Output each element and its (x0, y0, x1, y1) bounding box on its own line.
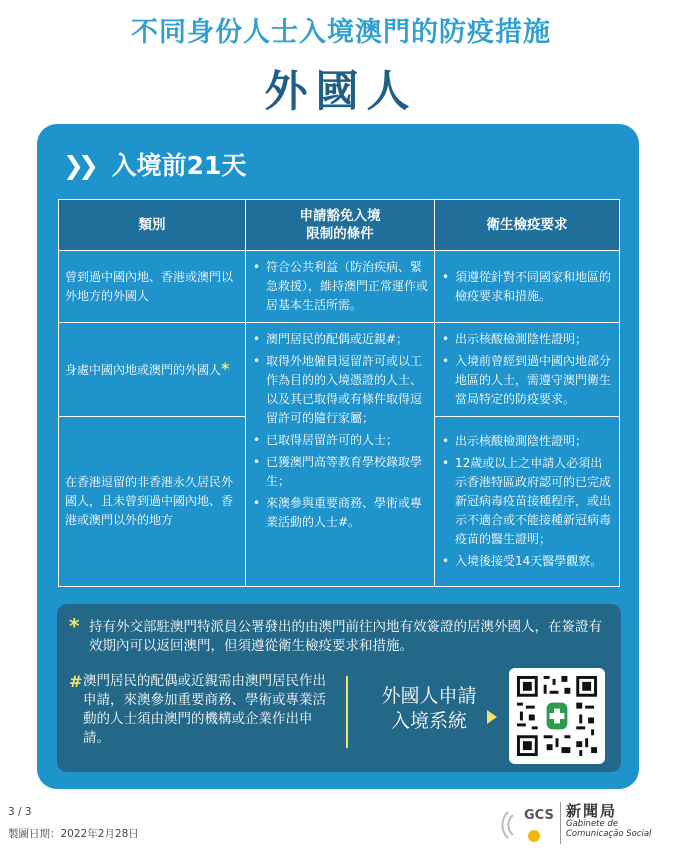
table-row (59, 323, 620, 417)
section-heading-text: 入境前21天 (111, 151, 247, 180)
issue-date: 製圖日期：2022年2月28日 (8, 828, 139, 840)
list-item: • 取得外地僱員逗留許可或以工作為目的的入境憑證的人士、以及其已取得或有條件取得逗留許可的隨行家屬； (252, 352, 428, 428)
note-asterisk-text: 持有外交部駐澳門特派員公署發出的由澳門前往內地有效簽證的居澳外國人，在簽證有效期內可以返回澳門，但須遵從衛生檢疫要求和措施。 (89, 619, 602, 654)
list-item: • 須遵從針對不同國家和地區的檢疫要求和措施。 (441, 268, 613, 306)
logo-name-cn: 新聞局 (566, 802, 618, 820)
table-row (59, 251, 620, 323)
note-asterisk (69, 614, 609, 656)
divider (346, 676, 348, 748)
note-hash (69, 672, 329, 748)
page-subtitle: 外國人 (264, 67, 418, 117)
note-hash-text: 澳門居民的配偶或近親需由澳門居民作出申請，來澳參加重要商務、學術或專業活動的人士須由澳門的機構或企業作出申請。 (83, 673, 326, 746)
header-conditions: 申請豁免入境 限制的條件 (246, 200, 435, 251)
entry-system-label[interactable] (369, 684, 489, 734)
logo-name-pt-line2: Comunicação Social (566, 828, 652, 839)
header-requirements: 衛生檢疫要求 (435, 200, 620, 251)
asterisk-mark: * (221, 359, 230, 378)
table-header-row (59, 200, 620, 251)
list-item: • 澳門居民的配偶或近親#； (252, 330, 428, 349)
list-item: • 符合公共利益（防治疾病、緊急救援），維持澳門正常運作或居基本生活所需。 (252, 258, 428, 315)
row1-category: 曾到過中國內地、香港或澳門以外地方的外國人 (59, 251, 246, 323)
entry-system-line2: 入境系統 (390, 710, 467, 732)
row3-requirements (435, 417, 620, 587)
hash-mark: # (69, 672, 83, 691)
row1-conditions (246, 251, 435, 323)
notes-panel (57, 604, 621, 772)
play-arrow-icon (487, 710, 497, 724)
row2-conditions (246, 323, 435, 587)
list-item: • 出示核酸檢測陰性證明； (441, 432, 613, 451)
page-number: 3 / 3 (8, 806, 32, 818)
list-item: • 12歲或以上之申請人必須出示香港特區政府認可的已完成新冠病毒疫苗接種程序，或出示不適合或不能接種新冠病毒疫苗的醫生證明； (441, 454, 613, 549)
page-title: 不同身份人士入境澳門的防疫措施 (131, 17, 551, 48)
logo-mark-text: GCS (524, 808, 554, 823)
row2-requirements (435, 323, 620, 417)
asterisk-mark: * (69, 614, 80, 638)
list-item: • 入境後接受14天醫學觀察。 (441, 552, 613, 571)
header-category: 類別 (59, 200, 246, 251)
gcs-logo-icon (500, 798, 676, 848)
list-item: • 已獲澳門高等教育學校錄取學生； (252, 453, 428, 491)
row2-category-text: 身處中國內地或澳門的外國人 (65, 363, 222, 377)
info-card (37, 124, 639, 789)
list-item: • 出示核酸檢測陰性證明； (441, 330, 613, 349)
qr-code-icon[interactable] (509, 668, 605, 764)
row1-requirements (435, 251, 620, 323)
measures-table (58, 199, 620, 587)
qr-code-graphic (514, 673, 600, 759)
list-item: • 已取得居留許可的人士； (252, 431, 428, 450)
row3-category: 在香港逗留的非香港永久居民外國人，且未曾到過中國內地、香港或澳門以外的地方 (59, 417, 246, 587)
list-item: • 入境前曾經到過中國內地部分地區的人士，需遵守澳門衛生當局特定的防疫要求。 (441, 352, 613, 409)
logo-name-pt-line1: Gabinete de (566, 819, 619, 829)
double-chevron-icon: ❯❯ (63, 151, 93, 180)
logo-divider (560, 802, 561, 844)
logo-name-pt (566, 820, 651, 839)
section-heading (63, 146, 246, 182)
row2-category (59, 323, 246, 417)
list-item: • 來澳參與重要商務、學術或專業活動的人士#。 (252, 494, 428, 532)
entry-system-line1: 外國人申請 (381, 685, 477, 707)
